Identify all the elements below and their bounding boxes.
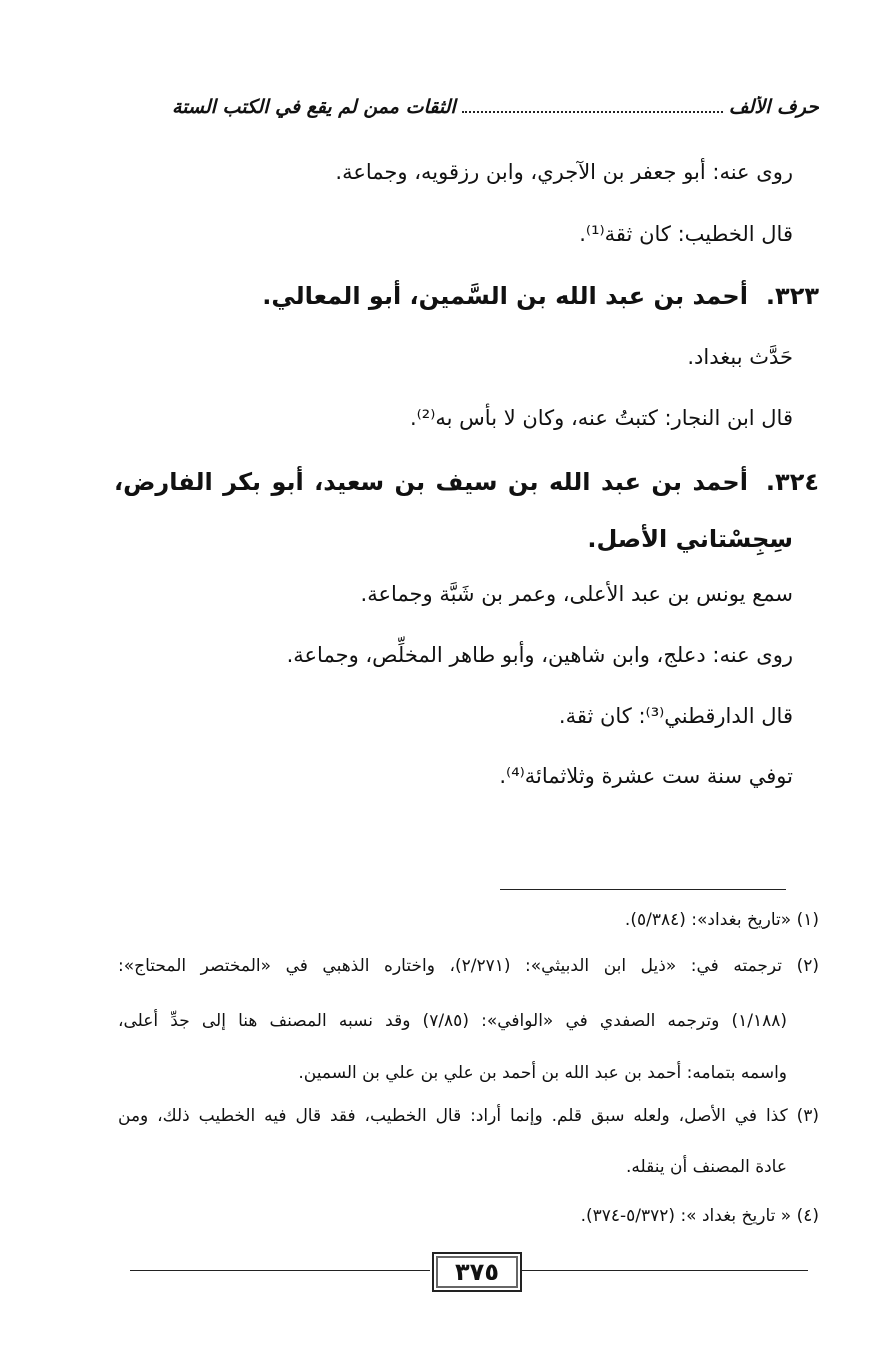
entry-323-heading bbox=[262, 282, 819, 310]
page-number: ٣٧٥ bbox=[432, 1252, 522, 1292]
footnote-2-cont: واسمه بتمامه: أحمد بن عبد الله بن أحمد بن علي بن علي بن السمين. bbox=[298, 1063, 787, 1083]
text-line-najjar: قال ابن النجار: كتبتُ عنه، وكان لا بأس به⁽²⁾. bbox=[409, 406, 793, 430]
entry-number: ٣٢٣. bbox=[765, 282, 819, 310]
footer-rule-right bbox=[522, 1270, 808, 1271]
entry-number: ٣٢٤. bbox=[765, 468, 819, 496]
running-head-book-title: الثقات ممن لم يقع في الكتب الستة bbox=[172, 96, 456, 118]
footnote-3: (٣) كذا في الأصل، ولعله سبق قلم. وإنما أراد: قال الخطيب، فقد قال فيه الخطيب ذلك، ومن bbox=[118, 1106, 819, 1126]
footer-rule-left bbox=[130, 1270, 430, 1271]
footnote-2: (٢) ترجمته في: «ذيل ابن الدبيثي»: (٢/٢٧١)، واختاره الذهبي في «المختصر المحتاج»: bbox=[118, 956, 819, 976]
running-head-dots bbox=[462, 111, 723, 113]
text-line-death: توفي سنة ست عشرة وثلاثمائة⁽⁴⁾. bbox=[499, 764, 793, 788]
entry-324-heading bbox=[114, 468, 819, 496]
footnote-4: (٤) « تاريخ بغداد »: (٥/٣٧٢-٣٧٤). bbox=[580, 1206, 819, 1226]
entry-title-line1: أحمد بن عبد الله بن سيف بن سعيد، أبو بكر الفارض، bbox=[114, 468, 748, 496]
entry-title: أحمد بن عبد الله بن السَّمين، أبو المعالي. bbox=[262, 282, 748, 310]
text-line-daraqutni: قال الدارقطني⁽³⁾: كان ثقة. bbox=[558, 704, 793, 728]
text-line-narrated: روى عنه: دعلج، وابن شاهين، وأبو طاهر المخلِّص، وجماعة. bbox=[286, 643, 793, 667]
text-line-baghdad: حَدَّث ببغداد. bbox=[687, 345, 793, 369]
running-head bbox=[172, 96, 819, 118]
footnote-1: (١) «تاريخ بغداد»: (٥/٣٨٤). bbox=[624, 910, 819, 930]
footnote-2-cont: (١/١٨٨) وترجمه الصفدي في «الوافي»: (٧/٨٥) وقد نسبه المصنف هنا إلى جدِّ أعلى، bbox=[118, 1011, 787, 1031]
text-line-heard: سمع يونس بن عبد الأعلى، وعمر بن شَبَّة وجماعة. bbox=[360, 582, 793, 606]
text-line-narrators: روى عنه: أبو جعفر بن الآجري، وابن رزقويه، وجماعة. bbox=[335, 160, 793, 184]
running-head-chapter: حرف الألف bbox=[728, 96, 819, 118]
footnote-3-cont: عادة المصنف أن ينقله. bbox=[625, 1157, 787, 1177]
footnote-separator bbox=[500, 889, 786, 890]
text-line-khatib: قال الخطيب: كان ثقة⁽¹⁾. bbox=[579, 222, 793, 246]
entry-324-heading-cont: سِجِسْتاني الأصل. bbox=[587, 525, 793, 553]
